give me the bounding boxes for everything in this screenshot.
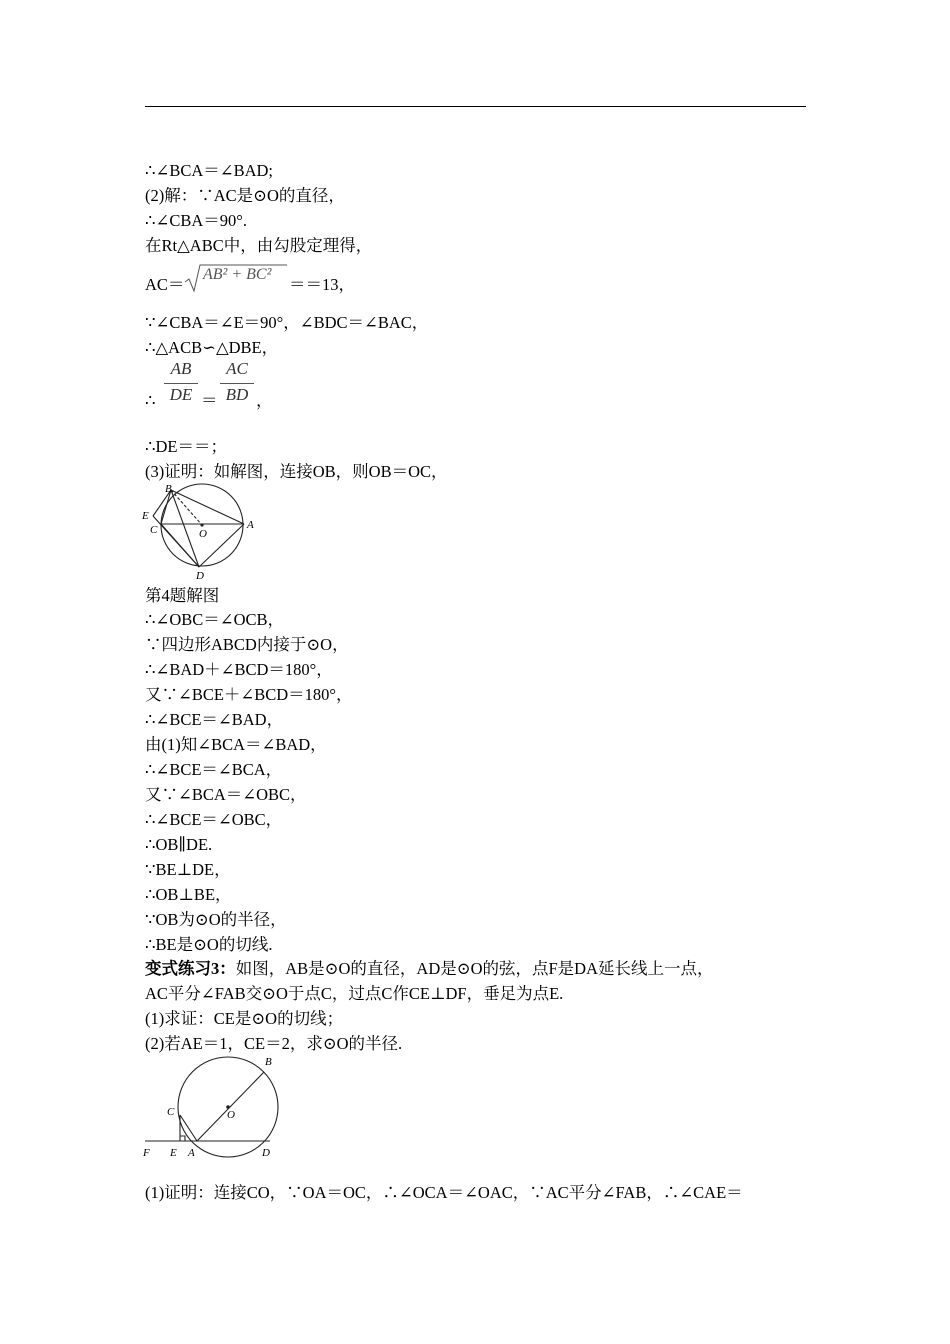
text-line: ∵四边形ABCD内接于⊙O， <box>145 635 349 654</box>
formula-prefix: AC＝ <box>145 275 185 294</box>
exercise-title: 变式练习3： <box>145 959 236 978</box>
text-line: ∴OB∥DE. <box>145 835 213 854</box>
text-line: ∴∠OBC＝∠OCB， <box>145 610 285 629</box>
fraction-denominator: BD <box>225 385 249 404</box>
question-1: (1)求证：CE是⊙O的切线； <box>145 1009 344 1028</box>
label-d: D <box>196 570 204 582</box>
text-line: ∵∠CBA＝∠E＝90°，∠BDC＝∠BAC， <box>145 313 429 332</box>
equals-sign: ＝ <box>201 391 218 410</box>
fraction-ac-bd <box>220 359 254 409</box>
label-a: A <box>188 1147 195 1159</box>
fraction-numerator: AB <box>170 359 192 378</box>
text-line: 又∵∠BCE＋∠BCD＝180°， <box>145 685 353 704</box>
text-line: ∴DE＝＝； <box>145 437 227 456</box>
question-2: (2)若AE＝1，CE＝2，求⊙O的半径. <box>145 1034 403 1053</box>
answer-line: (1)证明：连接CO，∵OA＝OC，∴∠OCA＝∠OAC，∵AC平分∠FAB，∴∠CAE＝ <box>145 1183 743 1202</box>
text-line: ∴∠BCA＝∠BAD; <box>145 161 273 180</box>
label-e: E <box>142 510 149 522</box>
exercise-text: 如图，AB是⊙O的直径，AD是⊙O的弦，点F是DA延长线上一点， <box>235 959 714 978</box>
label-e: E <box>170 1147 177 1159</box>
text-line: 在Rt△ABC中，由勾股定理得， <box>145 236 373 255</box>
circle-figure-1 <box>140 482 260 582</box>
text-line: ∴∠BAD＋∠BCD＝180°， <box>145 660 333 679</box>
text-line: 又∵∠BCA＝∠OBC， <box>145 785 307 804</box>
label-c: C <box>167 1106 175 1118</box>
text-line: ∴△ACB∽△DBE， <box>145 338 279 357</box>
fraction-ab-de <box>164 359 198 409</box>
exercise-line <box>145 958 714 980</box>
fraction-bar <box>220 383 254 384</box>
text-line: ∴∠BCE＝∠BAD， <box>145 710 284 729</box>
text-line: ∵OB为⊙O的半径， <box>145 910 287 929</box>
figure-caption: 第4题解图 <box>145 586 220 605</box>
text-line: ∴∠BCE＝∠OBC， <box>145 810 283 829</box>
label-b: B <box>265 1056 272 1068</box>
fraction-denominator: DE <box>169 385 193 404</box>
fraction-suffix: ， <box>256 391 273 410</box>
text-line: AC平分∠FAB交⊙O于点C，过点C作CE⊥DF，垂足为点E. <box>145 984 564 1003</box>
text-line: ∴OB⊥BE， <box>145 885 232 904</box>
fraction-numerator: AC <box>226 359 248 378</box>
text-line: ∴BE是⊙O的切线. <box>145 935 273 954</box>
text-line: ∴∠CBA＝90°. <box>145 211 247 230</box>
label-o: O <box>199 528 207 540</box>
label-d: D <box>262 1147 270 1159</box>
label-a: A <box>247 519 254 531</box>
text-line: (2)解：∵AC是⊙O的直径， <box>145 186 345 205</box>
header-rule <box>145 106 806 107</box>
formula-suffix: ＝＝13， <box>289 275 355 294</box>
text-line: (3)证明：如解图，连接OB，则OB＝OC， <box>145 462 448 481</box>
radicand: AB² + BC² <box>203 266 272 283</box>
label-b: B <box>165 483 172 495</box>
label-o: O <box>227 1109 235 1121</box>
fraction-bar <box>164 383 198 384</box>
label-f: F <box>143 1147 150 1159</box>
label-c: C <box>150 524 158 536</box>
formula-line <box>145 274 184 296</box>
text-line: ∴∠BCE＝∠BCA， <box>145 760 283 779</box>
fraction-prefix: ∴ <box>145 391 156 410</box>
text-line: 由(1)知∠BCA＝∠BAD， <box>145 735 327 754</box>
circle-figure-2 <box>140 1052 290 1162</box>
text-line: ∵BE⊥DE， <box>145 860 231 879</box>
